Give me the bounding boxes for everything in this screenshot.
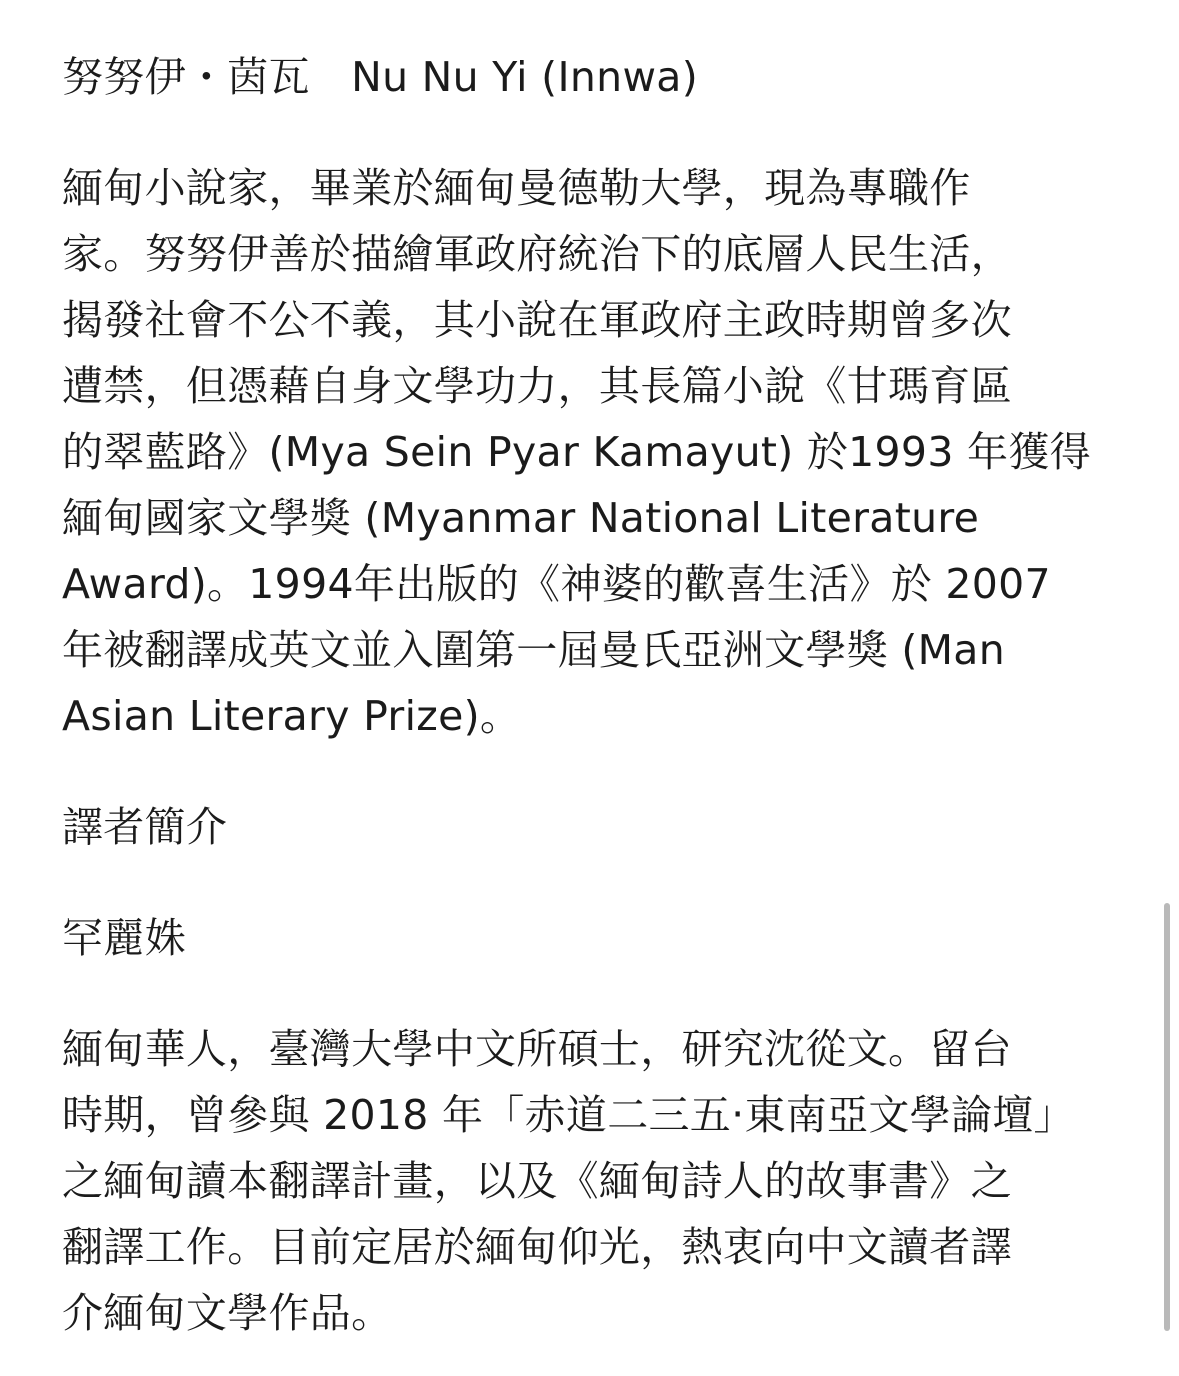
author-bio-line: 緬甸小說家，畢業於緬甸曼德勒大學，現為專職作 xyxy=(62,164,971,212)
author-bio-line: Asian Literary Prize)。 xyxy=(62,692,522,740)
author-bio-line: Award)。1994年出版的《神婆的歡喜生活》於 2007 xyxy=(62,560,1051,608)
author-bio-line: 揭發社會不公不義，其小說在軍政府主政時期曾多次 xyxy=(62,296,1012,344)
author-bio-line: 的翠藍路》(Mya Sein Pyar Kamayut) 於1993 年獲得 xyxy=(62,428,1091,476)
author-bio-line: 年被翻譯成英文並入圍第一屆曼氏亞洲文學獎 (Man xyxy=(62,626,1006,674)
translator-name: 罕麗姝 xyxy=(62,914,186,962)
author-bio-line: 遭禁，但憑藉自身文學功力，其長篇小說《甘瑪育區 xyxy=(62,362,1012,410)
translator-section-title: 譯者簡介 xyxy=(62,803,228,851)
translator-bio-line: 時期，曾參與 2018 年「赤道二三五‧東南亞文學論壇」 xyxy=(62,1091,1075,1139)
translator-bio-line: 之緬甸讀本翻譯計畫，以及《緬甸詩人的故事書》之 xyxy=(62,1157,1012,1205)
author-bio-line: 家。努努伊善於描繪軍政府統治下的底層人民生活， xyxy=(62,230,1012,278)
author-bio-line: 緬甸國家文學獎 (Myanmar National Literature xyxy=(62,494,980,542)
translator-bio-line: 緬甸華人，臺灣大學中文所碩士，研究沈從文。留台 xyxy=(62,1025,1012,1073)
vertical-scrollbar[interactable] xyxy=(1164,903,1170,1331)
author-heading: 努努伊・茵瓦 Nu Nu Yi (Innwa) xyxy=(62,53,698,101)
translator-bio-line: 翻譯工作。目前定居於緬甸仰光，熱衷向中文讀者譯 xyxy=(62,1223,1012,1271)
translator-bio-line: 介緬甸文學作品。 xyxy=(62,1289,393,1337)
